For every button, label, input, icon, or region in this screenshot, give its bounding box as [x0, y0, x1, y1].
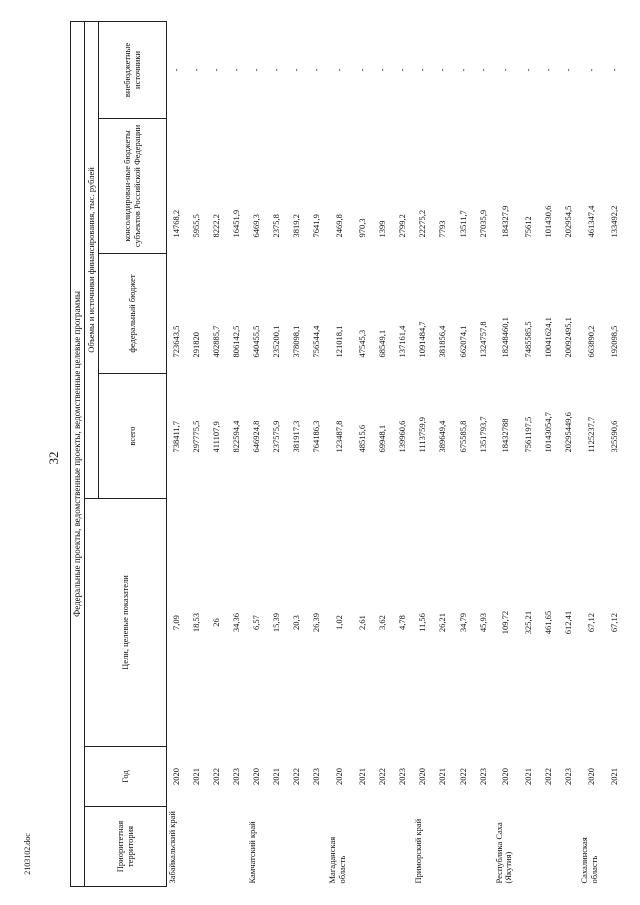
- col-federal-header: федеральный бюджет: [99, 254, 167, 374]
- extra-cell: -: [231, 68, 241, 72]
- regional-cell: 8222,2: [210, 214, 221, 238]
- year-cell: 2023: [231, 768, 241, 785]
- territory-cell: [605, 807, 625, 887]
- target-cell: 461,65: [543, 610, 554, 635]
- rotated-table-frame: [70, 22, 625, 887]
- col-year-header: Год: [85, 747, 167, 807]
- regional-cell: 970,3: [357, 218, 368, 238]
- regional-cell: 7793: [437, 220, 448, 238]
- year-cell: 2020: [500, 768, 511, 785]
- extra-cell: -: [563, 68, 574, 72]
- total-cell: 237575,9: [271, 420, 282, 453]
- regional-cell: 7641,9: [311, 214, 322, 238]
- total-cell: 10143054,7: [543, 412, 554, 453]
- table-row: [539, 21, 559, 886]
- federal-cell: 378098,1: [291, 325, 302, 358]
- regional-cell: 6469,3: [251, 214, 262, 238]
- extra-cell: -: [170, 68, 181, 72]
- table-row: [433, 21, 453, 886]
- territory-cell: [393, 807, 413, 887]
- table-container: [70, 22, 625, 887]
- target-cell: 6,57: [251, 615, 262, 630]
- target-cell: 15,39: [271, 612, 282, 633]
- table-row: [373, 21, 393, 886]
- extra-cell: -: [523, 68, 534, 72]
- territory-cell: [559, 807, 579, 887]
- year-cell: 2023: [397, 768, 408, 785]
- table-row: [353, 21, 373, 886]
- regional-cell: 2799,2: [397, 214, 408, 238]
- extra-cell: -: [543, 68, 554, 72]
- year-cell: 2022: [377, 768, 388, 785]
- target-cell: 109,72: [500, 610, 511, 635]
- territory-cell: Забайкальский край: [167, 811, 177, 884]
- federal-cell: 291820: [190, 332, 201, 358]
- extra-cell: -: [210, 68, 221, 72]
- territory-cell: [433, 807, 453, 887]
- territory-cell: [187, 807, 207, 887]
- table-row: [453, 21, 473, 886]
- year-cell: 2021: [190, 768, 201, 785]
- territory-cell: [519, 807, 539, 887]
- extra-cell: -: [357, 68, 368, 72]
- total-cell: 411107,9: [210, 421, 221, 453]
- table-row: [605, 21, 625, 886]
- target-cell: 67,12: [586, 612, 597, 633]
- total-cell: 1125237,7: [586, 416, 597, 453]
- extra-cell: -: [437, 68, 448, 72]
- regional-cell: 1399: [377, 220, 388, 238]
- regional-cell: 5955,5: [190, 214, 201, 238]
- extra-cell: -: [397, 68, 408, 72]
- total-cell: 297775,5: [190, 420, 201, 453]
- regional-cell: 14768,2: [170, 209, 181, 238]
- target-cell: 4,78: [397, 615, 408, 630]
- total-cell: 325590,6: [609, 420, 620, 453]
- territory-cell: [287, 807, 307, 887]
- table-row: [187, 21, 207, 886]
- territory-cell: [373, 807, 393, 887]
- extra-cell: -: [251, 68, 262, 72]
- year-cell: 2021: [609, 768, 620, 785]
- total-cell: 123487,8: [334, 420, 345, 453]
- regional-cell: 2375,8: [271, 214, 282, 238]
- federal-cell: 47545,3: [357, 329, 368, 358]
- year-cell: 2023: [311, 768, 322, 785]
- table-row: [167, 21, 187, 886]
- federal-cell: 192098,5: [609, 325, 620, 358]
- target-cell: 34,79: [457, 612, 468, 633]
- territory-cell: [307, 807, 327, 887]
- table-row: [494, 21, 519, 886]
- total-cell: 381917,3: [291, 420, 302, 453]
- total-cell: 139960,6: [397, 420, 408, 453]
- federal-cell: 662074,1: [457, 325, 468, 358]
- federal-cell: 381856,4: [437, 325, 448, 358]
- year-cell: 2022: [210, 768, 221, 785]
- year-cell: 2021: [437, 768, 448, 785]
- territory-cell: [474, 807, 494, 887]
- federal-cell: 1091484,7: [417, 321, 428, 358]
- territory-cell: Сахалинская область: [579, 837, 600, 884]
- regional-cell: 22275,2: [417, 209, 428, 238]
- target-cell: 26,39: [311, 612, 322, 633]
- table-row: [413, 21, 433, 886]
- territory-cell: Камчатский край: [246, 821, 257, 884]
- financing-table: [70, 21, 625, 887]
- year-cell: 2022: [291, 768, 302, 785]
- regional-cell: 101430,6: [543, 205, 554, 238]
- federal-cell: 18248460,1: [500, 317, 511, 358]
- extra-cell: -: [190, 68, 201, 72]
- table-body: [167, 21, 626, 886]
- territory-cell: Приморский край: [413, 818, 424, 884]
- extra-cell: -: [477, 68, 488, 72]
- table-row: [579, 21, 604, 886]
- target-cell: 2,61: [357, 615, 368, 630]
- extra-cell: -: [271, 68, 282, 72]
- federal-cell: 235200,1: [271, 325, 282, 358]
- target-cell: 325,21: [523, 610, 534, 635]
- table-row: [287, 21, 307, 886]
- federal-cell: 640455,5: [251, 325, 262, 358]
- federal-cell: 137161,4: [397, 325, 408, 358]
- regional-cell: 27035,9: [477, 209, 488, 238]
- federal-cell: 7485585,5: [523, 321, 534, 358]
- regional-cell: 133492,2: [609, 205, 620, 238]
- year-cell: 2023: [563, 768, 574, 785]
- year-cell: 2021: [357, 768, 368, 785]
- federal-cell: 1324757,8: [477, 321, 488, 358]
- col-regional-header: консолидирован-ные бюджеты субъектов Российской Федерации: [99, 119, 167, 254]
- col-extra-header: внебюджетные источники: [99, 21, 167, 118]
- regional-cell: 202954,5: [563, 205, 574, 238]
- year-cell: 2020: [334, 768, 345, 785]
- federal-cell: 10041624,1: [543, 317, 554, 358]
- total-cell: 48515,6: [357, 424, 368, 453]
- target-cell: 45,93: [477, 612, 488, 633]
- total-cell: 20295449,6: [563, 412, 574, 453]
- target-cell: 3,62: [377, 615, 388, 630]
- year-cell: 2022: [543, 768, 554, 785]
- year-cell: 2022: [457, 768, 468, 785]
- territory-cell: [453, 807, 473, 887]
- extra-cell: -: [500, 68, 511, 72]
- year-cell: 2020: [251, 768, 262, 785]
- extra-cell: -: [586, 68, 597, 72]
- total-cell: 18432788: [500, 418, 511, 453]
- regional-cell: 2469,8: [334, 214, 345, 238]
- total-cell: 69948,1: [377, 424, 388, 453]
- year-cell: 2021: [271, 768, 282, 785]
- table-row: [519, 21, 539, 886]
- year-cell: 2023: [477, 768, 488, 785]
- table-title: Федеральные проекты, ведомственные проекты, ведомственные целевые программы: [71, 21, 85, 886]
- target-cell: 26,21: [437, 612, 448, 633]
- extra-cell: -: [334, 68, 345, 72]
- total-cell: 7561197,5: [523, 416, 534, 453]
- federal-cell: 68549,1: [377, 329, 388, 358]
- territory-cell: [539, 807, 559, 887]
- regional-cell: 461347,4: [586, 205, 597, 238]
- year-cell: 2021: [523, 768, 534, 785]
- target-cell: 612,41: [563, 610, 574, 635]
- col-targets-header: Цели, целевые показатели: [85, 499, 167, 747]
- territory-cell: [267, 807, 287, 887]
- extra-cell: -: [609, 68, 620, 72]
- total-cell: 646924,8: [251, 420, 262, 453]
- document-code: 2103102.doc: [23, 833, 32, 875]
- col-total-header: всего: [99, 374, 167, 499]
- year-cell: 2020: [586, 768, 597, 785]
- regional-cell: 75612: [523, 216, 534, 238]
- year-cell: 2020: [417, 768, 428, 785]
- regional-cell: 16451,9: [231, 209, 241, 238]
- col-territory-header: Приоритетная территория: [85, 807, 167, 887]
- target-cell: 20,3: [291, 615, 302, 630]
- target-cell: 18,53: [190, 612, 201, 633]
- regional-cell: 3819,2: [291, 214, 302, 238]
- regional-cell: 184327,9: [500, 205, 511, 238]
- federal-cell: 121018,1: [334, 325, 345, 358]
- target-cell: 34,36: [231, 612, 241, 633]
- target-cell: 7,09: [170, 615, 181, 630]
- target-cell: 1,02: [334, 615, 345, 630]
- table-row: [227, 21, 247, 886]
- table-row: [559, 21, 579, 886]
- table-row: [327, 21, 352, 886]
- territory-cell: [207, 807, 227, 887]
- total-cell: 822594,4: [231, 420, 241, 453]
- target-cell: 11,56: [417, 613, 428, 632]
- target-cell: 26: [210, 618, 221, 627]
- year-cell: 2020: [170, 768, 181, 785]
- extra-cell: -: [311, 68, 322, 72]
- extra-cell: -: [291, 68, 302, 72]
- federal-cell: 20092495,1: [563, 317, 574, 358]
- territory-cell: [353, 807, 373, 887]
- total-cell: 675585,8: [457, 420, 468, 453]
- territory-cell: Республика Саха (Якутия): [493, 822, 514, 884]
- extra-cell: -: [457, 68, 468, 72]
- federal-cell: 806142,5: [231, 325, 241, 358]
- extra-cell: -: [377, 68, 388, 72]
- total-cell: 764186,3: [311, 420, 322, 453]
- territory-cell: Магаданская область: [327, 836, 348, 884]
- page-number: 32: [46, 451, 61, 465]
- table-row: [247, 21, 267, 886]
- territory-cell: [227, 807, 247, 887]
- federal-cell: 663890,2: [586, 325, 597, 358]
- extra-cell: -: [417, 68, 428, 72]
- table-row: [393, 21, 413, 886]
- federal-cell: 402885,7: [210, 325, 221, 358]
- total-cell: 1113759,9: [417, 417, 428, 453]
- financing-header: Объемы и источники финансирования, тыс. рублей: [85, 21, 99, 498]
- total-cell: 1351793,7: [477, 416, 488, 453]
- target-cell: 67,12: [609, 612, 620, 633]
- regional-cell: 13511,7: [457, 210, 468, 238]
- table-row: [307, 21, 327, 886]
- table-row: [267, 21, 287, 886]
- table-row: [207, 21, 227, 886]
- federal-cell: 723643,5: [170, 325, 181, 358]
- federal-cell: 756544,4: [311, 325, 322, 358]
- total-cell: 738411,7: [170, 420, 181, 453]
- table-row: [474, 21, 494, 886]
- total-cell: 389649,4: [437, 420, 448, 453]
